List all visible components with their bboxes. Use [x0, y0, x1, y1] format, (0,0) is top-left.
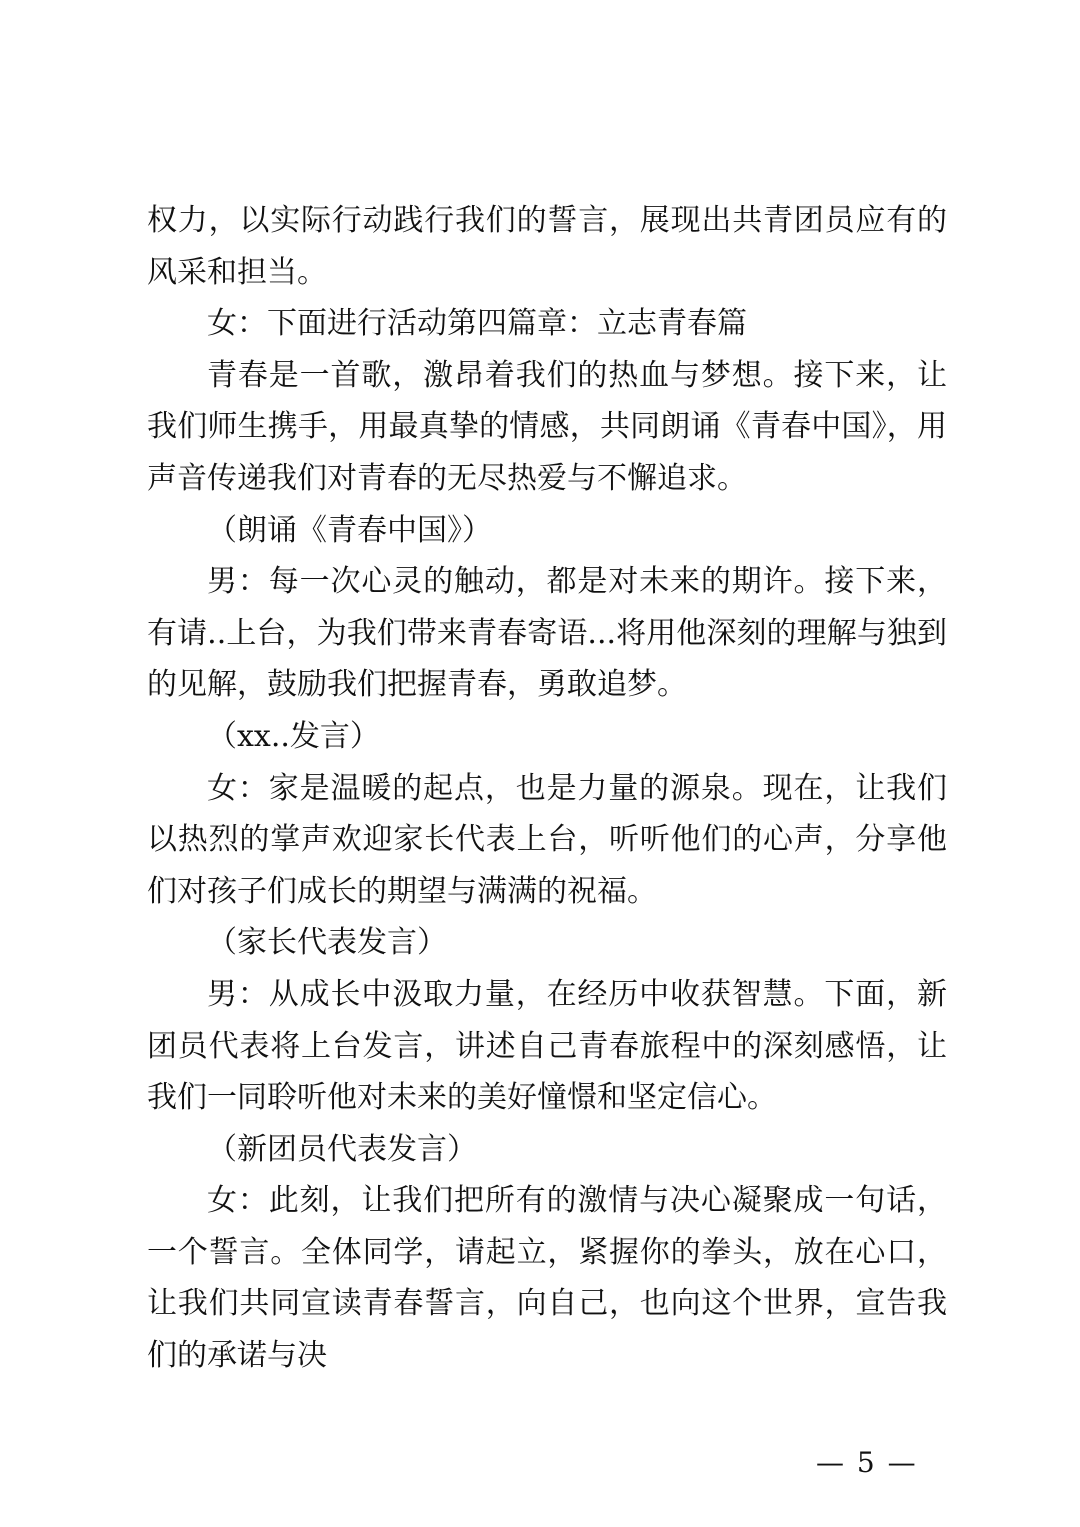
page-number: — 5 — — [816, 1446, 918, 1479]
paragraph-new-member-intro: 男：从成长中汲取力量，在经历中收获智慧。下面，新团员代表将上台发言，讲述自己青春旅程中的深刻感悟，让我们一同聆听他对未来的美好憧憬和坚定信心。 — [147, 976, 947, 1116]
paragraph-youth-message-intro: 男：每一次心灵的触动，都是对未来的期许。接下来，有请..上台，为我们带来青春寄语...将用他深刻的理解与独到的见解，鼓励我们把握青春，勇敢追梦。 — [147, 564, 947, 703]
paragraph-recitation-intro: 青春是一首歌，激昂着我们的热血与梦想。接下来，让我们师生携手，用最真挚的情感，共同朗诵《青春中国》，用声音传递我们对青春的无尽热爱与不懈追求。 — [147, 357, 947, 496]
stage-direction-new-member-speech: （新团员代表发言） — [207, 1131, 477, 1167]
paragraph-continuation: 权力，以实际行动践行我们的誓言，展现出共青团员应有的风采和担当。 — [147, 203, 947, 290]
stage-direction-speech: （xx..发言） — [207, 718, 380, 754]
stage-direction-recitation: （朗诵《青春中国》） — [207, 512, 492, 548]
body-text — [147, 195, 947, 1382]
stage-direction-parent-speech: （家长代表发言） — [207, 925, 447, 961]
paragraph-chapter-four-intro: 女：下面进行活动第四篇章：立志青春篇 — [207, 306, 747, 342]
paragraph-parent-intro: 女：家是温暖的起点，也是力量的源泉。现在，让我们以热烈的掌声欢迎家长代表上台，听听他们的心声，分享他们对孩子们成长的期望与满满的祝福。 — [147, 770, 947, 909]
paragraph-oath-intro: 女：此刻，让我们把所有的激情与决心凝聚成一句话，一个誓言。全体同学，请起立，紧握你的拳头，放在心口，让我们共同宣读青春誓言，向自己，也向这个世界，宣告我们的承诺与决 — [147, 1183, 947, 1374]
